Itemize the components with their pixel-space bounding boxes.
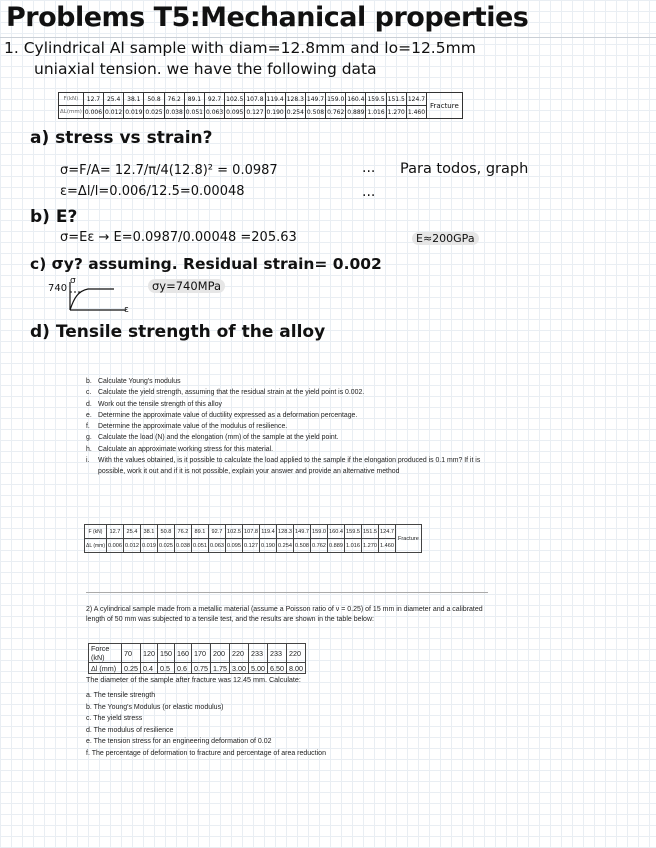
table-cell: 160.4 — [346, 93, 366, 106]
table-cell: 0.762 — [310, 539, 327, 553]
fracture-label: Fracture — [427, 93, 463, 119]
list-item: e. The tension stress for an engineering deformation of 0.02 — [86, 738, 272, 746]
list-item — [86, 444, 496, 455]
table-row-elongation — [59, 106, 463, 119]
table-cell: 0.190 — [265, 106, 285, 119]
list-item — [86, 376, 496, 387]
table-cell: 12.7 — [83, 93, 103, 106]
table-cell: 0.5 — [158, 663, 175, 674]
table-cell: 0.025 — [144, 106, 164, 119]
table-cell: 107.8 — [245, 93, 265, 106]
problem1-line2: uniaxial tension. we have the following data — [34, 60, 377, 78]
table-cell: 89.1 — [184, 93, 204, 106]
table-cell: 0.006 — [106, 539, 123, 553]
yield-strength-result: σy=740MPa — [148, 279, 225, 293]
part-a-heading: a) stress vs strain? — [30, 128, 213, 148]
list-item-text: Determine the approximate value of the modulus of resilience. — [98, 423, 288, 431]
row-label-elongation: ΔL (mm) — [85, 539, 107, 553]
table-cell: 25.4 — [104, 93, 124, 106]
graph-y-tick: 740 — [48, 283, 68, 294]
list-item: c. The yield stress — [86, 715, 143, 723]
row-label-force: F(kN) — [59, 93, 84, 106]
table-cell: 0.025 — [157, 539, 174, 553]
table-cell: 0.095 — [225, 106, 245, 119]
table-cell: 1.270 — [386, 106, 406, 119]
table-cell: 102.5 — [225, 525, 242, 539]
modulus-result: E≈200GPa — [412, 232, 479, 245]
row-label-force: F (kN) — [85, 525, 107, 539]
table-cell: 124.7 — [378, 525, 395, 539]
printed-data-table — [84, 524, 422, 553]
table-cell: 149.7 — [305, 93, 325, 106]
table-row-elongation — [89, 663, 306, 674]
table-cell: 6.50 — [268, 663, 287, 674]
list-item-letter: i. — [86, 457, 90, 465]
table-cell: 200 — [211, 644, 230, 663]
table-cell: 0.75 — [192, 663, 211, 674]
fracture-label: Fracture — [395, 525, 421, 553]
ellipsis: ... — [362, 160, 376, 176]
table-cell: 70 — [122, 644, 141, 663]
list-item-letter: d. — [86, 400, 92, 408]
graph-sigma-label: σ — [70, 276, 76, 286]
table-cell: 150 — [158, 644, 175, 663]
problem1-line1: 1. Cylindrical Al sample with diam=12.8mm and lo=12.5mm — [4, 39, 476, 57]
table-cell: 38.1 — [124, 93, 144, 106]
part-d-heading: d) Tensile strength of the alloy — [30, 322, 326, 342]
table-cell: 102.5 — [225, 93, 245, 106]
list-item-text: Work out the tensile strength of this alloy — [98, 400, 222, 408]
part-c-heading: c) σy? assuming. Residual strain= 0.002 — [30, 255, 382, 273]
table-cell: 0.25 — [122, 663, 141, 674]
table-cell: 159.0 — [326, 93, 346, 106]
table-cell: 0.254 — [276, 539, 293, 553]
graph-epsilon-label: ε — [124, 305, 129, 315]
list-item-letter: b. — [86, 378, 92, 385]
table-cell: 50.8 — [157, 525, 174, 539]
table-cell: 0.051 — [184, 106, 204, 119]
row-label-elongation: ΔL(mm) — [59, 106, 84, 119]
list-item-letter: h. — [86, 445, 92, 453]
table-cell: 92.7 — [208, 525, 225, 539]
stress-formula: σ=F/A= 12.7/π/4(12.8)² = 0.0987 — [60, 163, 278, 178]
table-cell: 0.038 — [174, 539, 191, 553]
title-underline — [0, 37, 656, 38]
table-cell: 0.127 — [245, 106, 265, 119]
list-item: f. The percentage of deformation to fracture and percentage of area reduction — [86, 749, 326, 757]
list-item-text: Calculate the load (N) and the elongation (mm) of the sample at the yield point. — [98, 434, 339, 442]
list-item-letter: g. — [86, 434, 92, 442]
list-item — [86, 455, 496, 478]
table-cell: 1.460 — [406, 106, 426, 119]
row-label-elongation: Δl (mm) — [89, 663, 122, 674]
table-cell: 8.00 — [287, 663, 306, 674]
table-cell: 0.019 — [140, 539, 157, 553]
table-cell: 76.2 — [174, 525, 191, 539]
table-cell: 233 — [249, 644, 268, 663]
table-cell: 5.00 — [249, 663, 268, 674]
list-item-text: Calculate the yield strength, assuming that the residual strain at the yield point is 0.002. — [98, 389, 365, 397]
ellipsis: ... — [362, 184, 376, 200]
table-cell: 92.7 — [204, 93, 224, 106]
table-row-elongation — [85, 539, 422, 553]
table-cell: 149.7 — [293, 525, 310, 539]
table-cell: 0.063 — [208, 539, 225, 553]
table-cell: 124.7 — [406, 93, 426, 106]
table-row-force — [59, 93, 463, 106]
table-cell: 50.8 — [144, 93, 164, 106]
list-item: d. The modulus of resilience — [86, 726, 174, 734]
table-cell: 159.0 — [310, 525, 327, 539]
table-cell: 0.6 — [175, 663, 192, 674]
table-cell: 25.4 — [123, 525, 140, 539]
list-item — [86, 387, 496, 398]
table-cell: 0.4 — [141, 663, 158, 674]
table-cell: 0.063 — [204, 106, 224, 119]
modulus-formula: σ=Eε → E=0.0987/0.00048 =205.63 — [60, 230, 297, 245]
table-cell: 220 — [230, 644, 249, 663]
table-cell: 0.012 — [104, 106, 124, 119]
problem2-statement: 2) A cylindrical sample made from a metallic material (assume a Poisson ratio of ν = 0.25) of 15 mm in diameter and a calibrated length of 50 mm was subjected to a tensile test, and the results are shown in the table below: — [86, 606, 483, 624]
part-b-heading: b) E? — [30, 207, 78, 227]
list-item — [86, 399, 496, 410]
table-cell: 128.3 — [285, 93, 305, 106]
table-row-force — [85, 525, 422, 539]
table-cell: 160.4 — [327, 525, 344, 539]
table-cell: 160 — [175, 644, 192, 663]
table-cell: 0.889 — [346, 106, 366, 119]
table-cell: 233 — [268, 644, 287, 663]
table-cell: 0.762 — [326, 106, 346, 119]
table-cell: 0.038 — [164, 106, 184, 119]
list-item-letter: f. — [86, 423, 90, 431]
list-item-text: Determine the approximate value of ductility expressed as a deformation percentage. — [98, 411, 358, 419]
list-item: b. The Young's Modulus (or elastic modulus) — [86, 703, 224, 711]
table-cell: 0.051 — [191, 539, 208, 553]
table-cell: 170 — [192, 644, 211, 663]
table-cell: 89.1 — [191, 525, 208, 539]
table-cell: 76.2 — [164, 93, 184, 106]
table-cell: 0.127 — [242, 539, 259, 553]
printed-question-list — [86, 376, 496, 478]
table-cell: 3.00 — [230, 663, 249, 674]
table-cell: 120 — [141, 644, 158, 663]
table-cell: 0.508 — [293, 539, 310, 553]
table-cell: 38.1 — [140, 525, 157, 539]
table-cell: 0.254 — [285, 106, 305, 119]
graph-curve — [70, 289, 114, 310]
table-cell: 1.270 — [361, 539, 378, 553]
table-cell: 1.016 — [344, 539, 361, 553]
table-cell: 0.889 — [327, 539, 344, 553]
table-cell: 0.012 — [123, 539, 140, 553]
problem2-question-list — [86, 690, 326, 760]
table-cell: 1.75 — [211, 663, 230, 674]
table-cell: 151.5 — [361, 525, 378, 539]
part-a-note: Para todos, graph — [400, 161, 529, 177]
table-cell: 0.508 — [305, 106, 325, 119]
table-cell: 12.7 — [106, 525, 123, 539]
list-item-text: With the values obtained, is it possible to calculate the load applied to the sample if the elongation produced is 0.1 mm? If it is possible, work it out and if it is not possible, explain your answer and provide an alternative method — [98, 457, 481, 476]
page-title: Problems T5:Mechanical properties — [6, 2, 529, 33]
problem2-fracture-note: The diameter of the sample after fracture was 12.45 mm. Calculate: — [86, 675, 301, 684]
table-cell: 0.006 — [83, 106, 103, 119]
problem2-data-table — [88, 643, 306, 674]
table-cell: 151.5 — [386, 93, 406, 106]
table-cell: 0.190 — [259, 539, 276, 553]
row-label-force: Force (kN) — [89, 644, 122, 663]
list-item-text: Calculate an approximate working stress for this material. — [98, 445, 274, 453]
table-cell: 0.095 — [225, 539, 242, 553]
table-cell: 107.8 — [242, 525, 259, 539]
strain-formula: ε=Δl/l=0.006/12.5=0.00048 — [60, 184, 245, 199]
section-divider — [86, 592, 488, 593]
table-cell: 1.016 — [366, 106, 386, 119]
list-item: a. The tensile strength — [86, 692, 156, 699]
table-cell: 128.3 — [276, 525, 293, 539]
table-cell: 159.5 — [344, 525, 361, 539]
list-item — [86, 410, 496, 421]
list-item-text: Calculate Young's modulus — [98, 378, 181, 385]
yield-sketch-graph — [66, 280, 146, 314]
table-cell: 119.4 — [265, 93, 285, 106]
list-item-letter: e. — [86, 411, 92, 419]
table-cell: 1.460 — [378, 539, 395, 553]
list-item — [86, 432, 496, 443]
table-cell: 119.4 — [259, 525, 276, 539]
handwritten-data-table — [58, 92, 463, 119]
table-cell: 159.5 — [366, 93, 386, 106]
table-cell: 220 — [287, 644, 306, 663]
table-cell: 0.019 — [124, 106, 144, 119]
list-item — [86, 421, 496, 432]
table-row-force — [89, 644, 306, 663]
list-item-letter: c. — [86, 389, 92, 397]
